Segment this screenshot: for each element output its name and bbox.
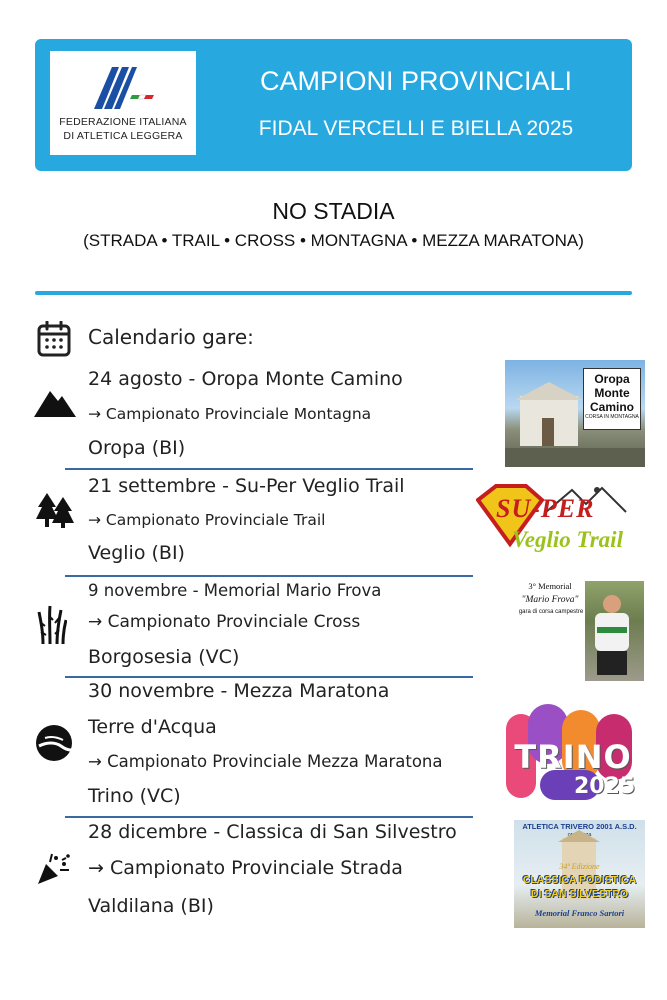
event-2-thumb-line2: Veglio Trail [512, 527, 623, 552]
event-4-thumb-line1: TRINO [514, 738, 632, 776]
trees-icon [36, 491, 74, 529]
event-5-thumb-line5: DI SAN SILVESTRO [530, 888, 629, 900]
event-5-location: Valdilana (BI) [88, 895, 214, 917]
header-title: CAMPIONI PROVINCIALI [259, 66, 573, 96]
event-5-championship: → Campionato Provinciale Strada [88, 857, 403, 879]
event-3-championship: → Campionato Provinciale Cross [88, 612, 361, 632]
event-2-location: Veglio (BI) [88, 542, 185, 564]
event-5-image [514, 820, 645, 928]
mountain-icon [34, 387, 76, 417]
event-4-thumb-line2: 2025 [574, 774, 636, 799]
event-divider-4 [65, 816, 473, 818]
event-1-title: 24 agosto - Oropa Monte Camino [88, 368, 403, 390]
fidal-logo-icon [92, 59, 156, 111]
section-title: NO STADIA [272, 198, 395, 224]
header-banner [35, 39, 632, 171]
event-5-thumb-line1: ATLETICA TRIVERO 2001 A.S.D. [522, 822, 637, 831]
calendar-label: Calendario gare: [88, 325, 254, 349]
event-3-location: Borgosesia (VC) [88, 646, 240, 668]
event-1-thumb-line4: CORSA IN MONTAGNA [585, 414, 639, 420]
logo-text-line2: DI ATLETICA LEGGERA [63, 130, 183, 142]
runner-photo [585, 581, 644, 681]
party-popper-icon [36, 852, 72, 886]
grass-icon [37, 604, 67, 646]
event-1-location: Oropa (BI) [88, 437, 186, 459]
event-1-image [505, 360, 645, 467]
event-divider-1 [65, 468, 473, 470]
event-1-thumb-line2: Monte [594, 386, 630, 400]
event-4-title-line2: Terre d'Acqua [88, 716, 217, 738]
fidal-logo [50, 51, 196, 155]
event-divider-2 [65, 575, 473, 577]
event-3-image [518, 579, 644, 681]
road-icon [35, 724, 73, 762]
event-2-title: 21 settembre - Su-Per Veglio Trail [88, 475, 405, 497]
category-list: (STRADA • TRAIL • CROSS • MONTAGNA • MEZZA MARATONA) [83, 231, 584, 250]
event-5-title: 28 dicembre - Classica di San Silvestro [88, 821, 457, 843]
event-3-thumb-line3: gara di corsa campestre [518, 609, 584, 615]
header-subtitle: FIDAL VERCELLI E BIELLA 2025 [258, 117, 574, 140]
calendar-icon [37, 321, 71, 357]
event-2-championship: → Campionato Provinciale Trail [88, 511, 326, 529]
event-3-title: 9 novembre - Memorial Mario Frova [88, 581, 382, 600]
event-4-title: 30 novembre - Mezza Maratona [88, 680, 390, 702]
event-3-thumb-line2: "Mario Frova" [521, 595, 579, 605]
event-1-thumb-line3: Camino [589, 400, 634, 414]
event-3-thumb-line1: 3° Memorial [528, 581, 572, 591]
section-divider [35, 291, 632, 295]
event-2-thumb-line1: SU-PER [496, 494, 595, 523]
event-1-championship: → Campionato Provinciale Montagna [88, 405, 372, 423]
event-4-image [500, 700, 646, 804]
event-4-location: Trino (VC) [88, 785, 181, 807]
logo-text-line1: FEDERAZIONE ITALIANA [59, 116, 187, 128]
event-5-thumb-line6: Memorial Franco Sartori [534, 908, 625, 918]
event-5-thumb-line3: 34ª Edizione [559, 862, 600, 871]
event-4-championship: → Campionato Provinciale Mezza Maratona [88, 752, 443, 771]
event-1-thumb-line1: Oropa [594, 372, 630, 386]
event-5-thumb-line2: organizza [567, 832, 592, 838]
event-2-image [476, 482, 642, 560]
event-5-thumb-line4: CLASSICA PODISTICA [522, 874, 637, 886]
event-divider-3 [65, 676, 473, 678]
